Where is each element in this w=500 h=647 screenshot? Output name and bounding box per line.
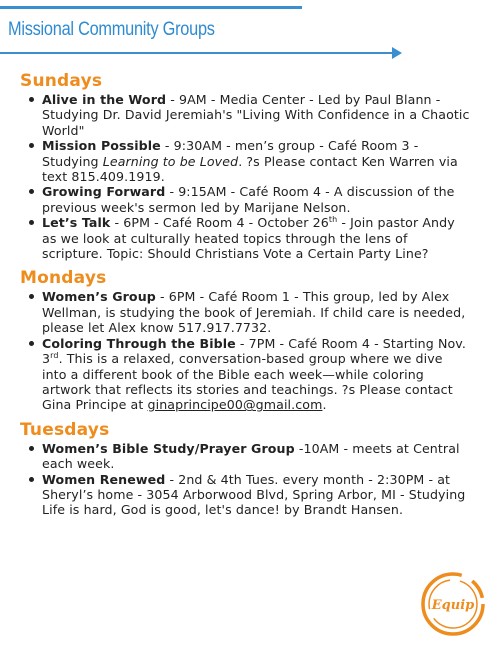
ordinal-suffix: th [328,215,338,225]
group-name: Growing Forward [42,184,166,200]
section-tuesdays [20,419,470,518]
ordinal-suffix: rd [50,350,59,360]
bullet-icon [29,220,34,225]
bullet-icon [29,97,34,102]
arrow-right-icon [392,47,402,59]
group-details: - 6PM - Café Room 4 - October 26 [110,215,329,231]
section-sundays [20,70,470,261]
group-name: Mission Possible [42,138,161,154]
bullet-icon [29,189,34,194]
list-item [20,184,470,215]
group-details: - 9AM - Media Center - Led by Paul Blann - Studying Dr. David Jeremiah's "Living With Confidence in a Chaotic World" [42,92,470,138]
bullet-icon [29,477,34,482]
bullet-icon [29,294,34,299]
list-item [20,336,470,413]
day-heading-mondays: Mondays [20,268,107,289]
tuesdays-list [20,441,470,518]
list-item [20,92,470,138]
group-details: -10AM - meets at Central each week. [42,440,460,472]
group-name: Women’s Bible Study/Prayer Group [42,440,295,456]
sundays-list [20,92,470,261]
book-title: Learning to be Loved [102,153,239,169]
day-heading-tuesdays: Tuesdays [20,419,110,440]
arrow-divider [0,52,396,54]
mondays-list [20,289,470,412]
group-details: - 6PM - Café Room 1 - This group, led by Alex Wellman, is studying the book of Jeremiah. If child care is needed, please let Alex know 517.917.7732. [42,289,466,336]
group-name: Alive in the Word [42,92,167,107]
list-item [20,441,470,472]
bullet-icon [29,143,34,148]
top-rule [0,6,302,9]
list-item [20,215,470,261]
day-heading-sundays: Sundays [20,71,103,91]
group-details: - 7PM - Café Room 4 - Starting Nov. 3 [42,335,466,367]
group-details: - 2nd & 4th Tues. every month - 2:30PM - at Sheryl’s home - 3054 Arborwood Blvd, Spring Arbor, MI - Studying Life is hard, God is good, let's dance! by Brandt Hansen. [42,471,466,518]
equip-logo [420,571,486,637]
group-name: Let’s Talk [42,215,111,231]
group-name: Women Renewed [42,471,166,487]
group-name: Coloring Through the Bible [42,335,236,351]
group-details-cont: . This is a relaxed, conversation-based group where we dive into a different book of the Bible each week—while coloring artwork that reflects its stories and teachings. ?s Please contact Gina Principe at [42,351,453,413]
group-details: - 9:30AM - men’s group - Café Room 3 - Studying [42,138,419,169]
group-details: - 9:15AM - Café Room 4 - A discussion of the previous week's sermon led by Marijane Nelson. [42,184,455,215]
list-item [20,289,470,335]
contact-email-link[interactable]: ginaprincipe00@gmail.com [147,397,323,413]
group-name: Women’s Group [42,289,156,305]
bullet-icon [29,446,34,451]
bullet-icon [29,341,34,346]
section-mondays [20,267,470,412]
logo-text: Equip [431,598,475,613]
list-item [20,472,470,518]
group-details-end: . [322,397,327,413]
group-details-cont: . ?s Please contact Ken Warren via text 815.409.1919. [42,153,458,185]
list-item [20,138,470,184]
page-title: Missional Community Groups [8,19,215,40]
groups-content [20,70,470,518]
group-details-cont: - Join pastor Andy as we look at culturally heated topics through the lens of scripture. Topic: Should Christians Vote a Certain Party Line? [42,215,455,262]
